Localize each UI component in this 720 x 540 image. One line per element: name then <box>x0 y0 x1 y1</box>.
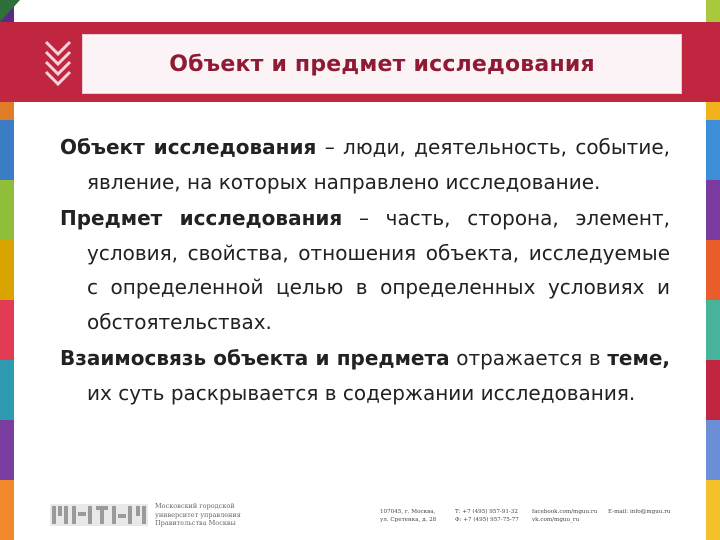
stripe <box>706 420 720 480</box>
slide-title: Объект и предмет исследования <box>169 51 595 77</box>
definition-object: – люди, деятельность, событие, явление, на которых направлено исследование. <box>87 135 670 194</box>
stripe <box>0 360 14 420</box>
stripe <box>706 240 720 300</box>
footer-phones <box>455 508 519 524</box>
paragraph-object <box>60 130 670 199</box>
term-relation: Взаимосвязь объекта и предмета <box>60 346 450 370</box>
stripe <box>0 300 14 360</box>
logo-line: Правительства Москвы <box>155 519 236 527</box>
definition-subject: – часть, сторона, элемент, условия, свойства, отношения объекта, исследуемые с определенной целью в определенных условиях и обстоятельствах. <box>87 206 670 334</box>
stripe <box>0 420 14 480</box>
term-subject: Предмет исследования <box>60 206 343 230</box>
relation-text-a: отражается в <box>449 346 608 370</box>
university-name <box>155 502 265 528</box>
double-chevron-down-icon <box>40 36 76 86</box>
slide-content <box>60 130 670 412</box>
paragraph-subject <box>60 201 670 339</box>
relation-text-b: их суть раскрывается в содержании исследования. <box>87 380 636 405</box>
corner-arrow-icon <box>0 0 20 22</box>
logo-line: Московский городской <box>155 502 235 510</box>
phone-line: Т: +7 (495) 957-91-32 <box>455 509 518 515</box>
paragraph-relation <box>60 341 670 410</box>
stripe <box>706 120 720 180</box>
stripe <box>0 120 14 180</box>
term-object: Объект исследования <box>60 135 317 159</box>
facebook-link[interactable]: facebook.com/mguu.ru <box>532 509 598 515</box>
stripe <box>0 180 14 240</box>
university-logo <box>50 504 148 526</box>
stripe <box>706 180 720 240</box>
title-box <box>82 34 682 94</box>
stripe <box>706 300 720 360</box>
footer-address <box>380 508 436 524</box>
stripe <box>0 240 14 300</box>
address-line: 107045, г. Москва, <box>380 509 436 515</box>
address-line: ул. Сретенка, д. 28 <box>380 517 437 523</box>
vk-link[interactable]: vk.com/mguu_ru <box>532 517 580 523</box>
logo-line: университет управления <box>155 510 241 519</box>
email-link[interactable]: E-mail: info@mguu.ru <box>608 509 671 515</box>
fax-line: Ф: +7 (495) 957-75-77 <box>455 517 519 523</box>
stripe <box>706 360 720 420</box>
term-theme: теме, <box>607 346 671 370</box>
footer-email <box>608 508 671 516</box>
footer-social <box>532 508 597 524</box>
